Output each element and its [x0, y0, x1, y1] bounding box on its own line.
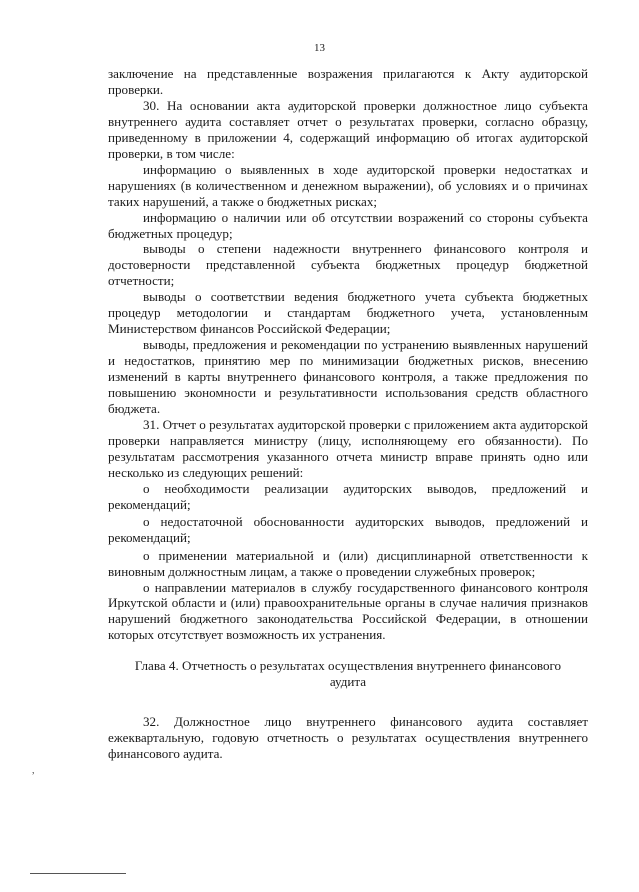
decision-item-insufficient: о недостаточной обоснованности аудиторских выводов, предложений и рекомендаций;	[108, 514, 588, 546]
list-item-reliability: выводы о степени надежности внутреннего финансового контроля и достоверности представленной субъекта бюджетных процедур бюджетной отчетности;	[108, 241, 588, 289]
list-item-objections: информацию о наличии или об отсутствии возражений со стороны субъекта бюджетных процедур;	[108, 209, 588, 241]
list-item-recommendations: выводы, предложения и рекомендации по устранению выявленных нарушений и недостатков, принятию мер по минимизации бюджетных рисков, внесению изменений в карты внутреннего финансового контроля, а также предложения по повышению экономности и результативности использования средств областного бюджета.	[108, 337, 588, 417]
decision-item-implementation: о необходимости реализации аудиторских выводов, предложений и рекомендаций;	[108, 480, 588, 512]
decision-item-liability: о применении материальной и (или) дисциплинарной ответственности к виновным должностным лицам, а также о проведении служебных проверок;	[108, 547, 588, 579]
paragraph-30: 30. На основании акта аудиторской проверки должностное лицо субъекта внутреннего аудита составляет отчет о результатах проверки, согласно образцу, приведенному в приложении 4, содержащий информацию об итогах аудиторской проверки, в том числе:	[108, 97, 588, 161]
paragraph-continuation: заключение на представленные возражения прилагаются к Акту аудиторской проверки.	[108, 66, 588, 97]
chapter-heading: Глава 4. Отчетность о результатах осуществления внутреннего финансового аудита	[134, 658, 562, 690]
list-item-violations: информацию о выявленных в ходе аудиторской проверки недостатках и нарушениях (в количественном и денежном выражении), об условиях и о причинах таких нарушений, а также о бюджетных рисках;	[108, 161, 588, 209]
footnote-separator	[30, 873, 126, 874]
margin-mark: ,	[32, 765, 35, 776]
list-item-compliance: выводы о соответствии ведения бюджетного учета субъекта бюджетных процедур методологии и стандартам бюджетного учета, установленным Министерством финансов Российской Федерации;	[108, 289, 588, 337]
paragraph-31: 31. Отчет о результатах аудиторской проверки с приложением акта аудиторской проверки направляется министру (лицу, исполняющему его обязанности). По результатам рассмотрения указанного отчета министр вправе принять одно или несколько из следующих решений:	[108, 416, 588, 480]
document-body	[108, 66, 588, 762]
decision-item-referral: о направлении материалов в службу государственного финансового контроля Иркутской области и (или) правоохранительные органы в случае наличия признаков нарушений бюджетного законодательства Российской Федерации, в отношении которых отсутствует возможность их устранения.	[108, 579, 588, 643]
page-number: 13	[314, 42, 325, 54]
paragraph-32: 32. Должностное лицо внутреннего финансового аудита составляет ежеквартальную, годовую отчетность о результатах осуществления внутреннего финансового аудита.	[108, 714, 588, 762]
